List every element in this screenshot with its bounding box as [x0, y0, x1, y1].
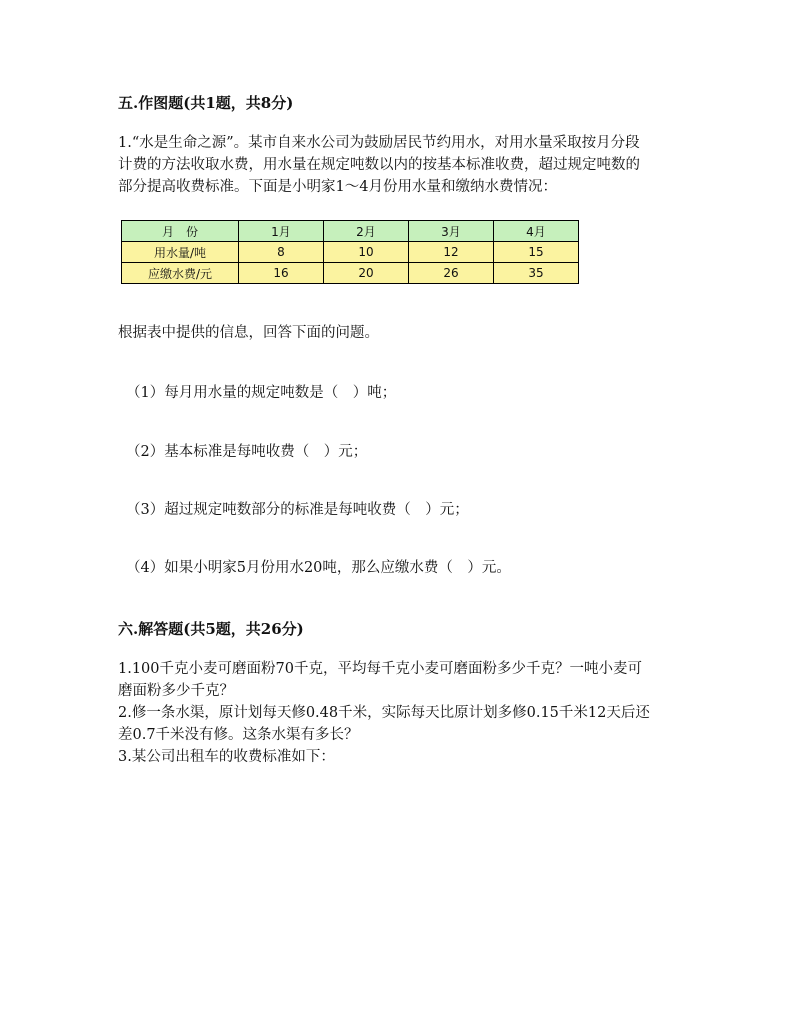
- intro-line: 1.“水是生命之源”。某市自来水公司为鼓励居民节约用水，对用水量采取按月分段: [118, 135, 640, 151]
- problem-3: [118, 746, 698, 768]
- table-cell: 20: [324, 263, 409, 284]
- question-1: （1）每月用水量的规定吨数是（ ）吨；: [126, 385, 397, 401]
- section-5-intro: [118, 132, 698, 198]
- question-3: （3）超过规定吨数部分的标准是每吨收费（ ）元；: [126, 502, 469, 518]
- table-row: [122, 263, 579, 284]
- table-cell: 用水量/吨: [122, 242, 239, 263]
- table-cell: 应缴水费/元: [122, 263, 239, 284]
- table-header-row: [122, 221, 579, 242]
- table-header-cell: 2月: [324, 221, 409, 242]
- table-header-cell: 月 份: [122, 221, 239, 242]
- table-cell: 26: [409, 263, 494, 284]
- problem-2: [118, 702, 698, 746]
- problem-line: 1.100千克小麦可磨面粉70千克，平均每千克小麦可磨面粉多少千克？一吨小麦可: [118, 661, 642, 677]
- table-header-cell: 1月: [239, 221, 324, 242]
- table-row: [122, 242, 579, 263]
- section-5-title: 五.作图题(共1题，共8分): [118, 94, 294, 112]
- problem-line: 2.修一条水渠，原计划每天修0.48千米，实际每天比原计划多修0.15千米12天后还: [118, 705, 650, 721]
- question-2: （2）基本标准是每吨收费（ ）元；: [126, 444, 368, 460]
- table-header-cell: 4月: [494, 221, 579, 242]
- section-5-prompt: 根据表中提供的信息，回答下面的问题。: [118, 325, 379, 341]
- table-cell: 10: [324, 242, 409, 263]
- section-6-title: 六.解答题(共5题，共26分): [118, 620, 304, 638]
- table-cell: 15: [494, 242, 579, 263]
- question-4: （4）如果小明家5月份用水20吨，那么应缴水费（ ）元。: [126, 560, 511, 576]
- problem-1: [118, 658, 698, 702]
- table-cell: 12: [409, 242, 494, 263]
- intro-line: 计费的方法收取水费，用水量在规定吨数以内的按基本标准收费，超过规定吨数的: [118, 157, 640, 173]
- table-cell: 8: [239, 242, 324, 263]
- table-cell: 35: [494, 263, 579, 284]
- problem-line: 磨面粉多少千克？: [118, 683, 234, 699]
- water-usage-table: [121, 220, 579, 284]
- table-header-cell: 3月: [409, 221, 494, 242]
- problem-line: 差0.7千米没有修。这条水渠有多长？: [118, 727, 359, 743]
- problem-line: 3.某公司出租车的收费标准如下：: [118, 749, 335, 765]
- table-cell: 16: [239, 263, 324, 284]
- intro-line: 部分提高收费标准。下面是小明家1～4月份用水量和缴纳水费情况：: [118, 179, 557, 195]
